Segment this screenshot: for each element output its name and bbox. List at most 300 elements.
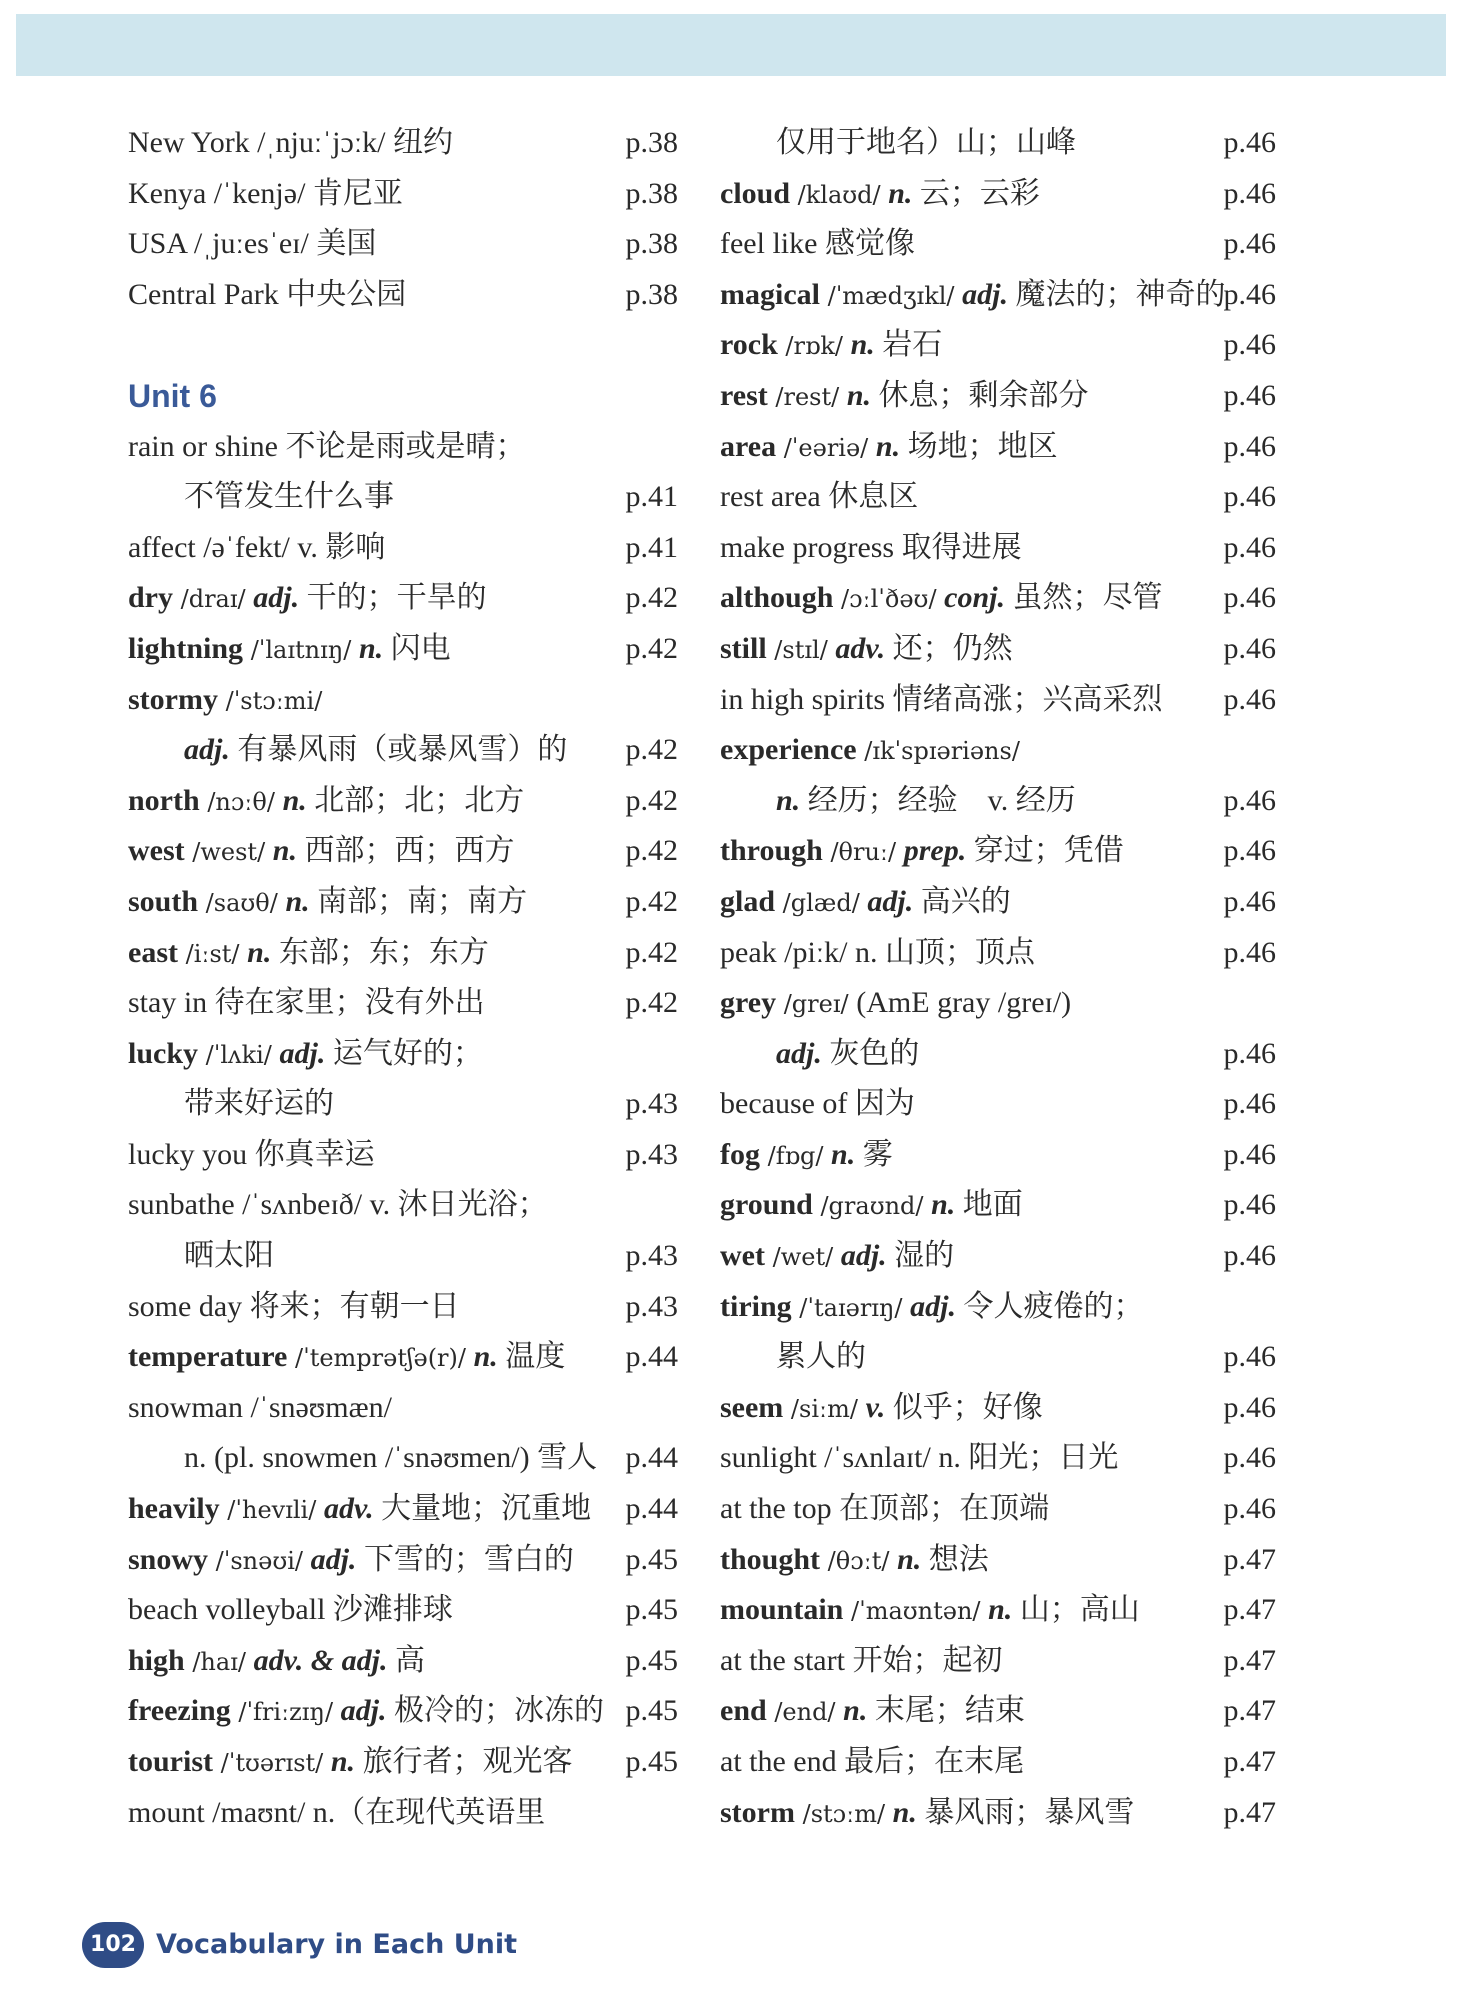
- definition: 虽然；尽管: [1005, 581, 1163, 615]
- definition: stay in 待在家里；没有外出: [128, 986, 485, 1020]
- entry-text: [128, 624, 451, 676]
- vocab-entry: [128, 118, 678, 169]
- page-reference: p.46: [1223, 682, 1276, 716]
- vocab-entry: [720, 118, 1276, 169]
- definition: rest area 休息区: [720, 480, 919, 514]
- part-of-speech: n.: [330, 1745, 356, 1778]
- vocab-entry: [128, 422, 678, 473]
- entry-text: [128, 877, 527, 929]
- vocab-entry: [720, 472, 1276, 523]
- entry-text: [720, 1180, 1023, 1232]
- page-reference: p.46: [1223, 581, 1276, 615]
- page-reference: p.46: [1223, 126, 1276, 159]
- vocab-entry: [128, 776, 678, 827]
- phonetic: /nɔːθ/: [199, 787, 283, 816]
- phonetic: /siːm/: [783, 1394, 866, 1423]
- phonetic: /ˈtemprətʃə(r)/: [287, 1344, 474, 1373]
- headword: glad: [720, 884, 776, 918]
- page-reference: p.46: [1223, 1036, 1276, 1070]
- page-reference: p.43: [625, 1289, 678, 1323]
- vocab-entry: [720, 1282, 1276, 1333]
- definition: mount /maʊnt/ n.（在现代英语里: [128, 1795, 546, 1829]
- definition: 高: [387, 1643, 425, 1677]
- page-reference: p.43: [625, 1137, 678, 1171]
- entry-text: [128, 1383, 392, 1435]
- part-of-speech: n.: [850, 328, 875, 362]
- headword: rest: [720, 378, 768, 412]
- headword: seem: [720, 1390, 784, 1424]
- entry-text: [720, 219, 915, 271]
- phonetic: /iːst/: [177, 939, 248, 968]
- phonetic: /ˈlʌki/: [198, 1040, 280, 1069]
- definition: lucky you 你真幸运: [128, 1137, 375, 1171]
- headword: snowy: [128, 1542, 209, 1576]
- part-of-speech: n.: [875, 429, 901, 463]
- vocab-entry: [720, 1585, 1276, 1636]
- entry-text: [720, 523, 1022, 575]
- vocab-entry: [128, 826, 678, 877]
- page-reference: p.46: [1223, 1239, 1276, 1273]
- vocab-entry: [720, 928, 1276, 979]
- entry-text: [720, 826, 1124, 878]
- page-reference: p.41: [625, 480, 678, 514]
- part-of-speech: adj.: [310, 1542, 357, 1576]
- page-reference: p.42: [625, 986, 678, 1020]
- phonetic: /ˈstɔːmi/: [217, 686, 323, 715]
- definition: 运气好的；: [325, 1036, 483, 1070]
- vocab-entry: [720, 270, 1276, 321]
- headword: freezing: [128, 1694, 231, 1728]
- spacer: [128, 320, 678, 371]
- headword: experience: [720, 733, 857, 767]
- definition: 休息；剩余部分: [871, 378, 1089, 412]
- headword: west: [128, 834, 185, 868]
- definition: some day 将来；有朝一日: [128, 1289, 460, 1323]
- phonetic: /west/: [184, 838, 273, 867]
- entry-text: [128, 118, 453, 170]
- entry-text: [184, 1231, 274, 1283]
- part-of-speech: n.: [272, 834, 297, 868]
- vocab-entry: [720, 1383, 1276, 1434]
- definition: 高兴的: [913, 884, 1011, 918]
- part-of-speech: prep.: [903, 834, 967, 868]
- vocab-entry: [720, 1029, 1276, 1080]
- entry-text: [720, 270, 1225, 322]
- part-of-speech: n.: [892, 1795, 917, 1829]
- entry-text: [720, 1383, 1043, 1435]
- phonetic: /ˈmædʒɪkl/: [819, 281, 963, 310]
- definition: peak /piːk/ n. 山顶；顶点: [720, 935, 1035, 969]
- vocab-entry: [128, 523, 678, 574]
- definition: 极冷的；冰冻的: [386, 1694, 604, 1728]
- definition: affect /əˈfekt/ v. 影响: [128, 530, 386, 564]
- vocab-entry: [720, 1332, 1276, 1383]
- page-reference: p.42: [625, 935, 678, 969]
- phonetic: /wet/: [764, 1243, 841, 1272]
- definition: 雾: [855, 1137, 893, 1171]
- entry-text: [720, 1079, 915, 1131]
- definition: 不管发生什么事: [184, 480, 394, 514]
- headword: magical: [720, 277, 820, 311]
- page-reference: p.42: [625, 884, 678, 918]
- page-reference: p.46: [1223, 328, 1276, 362]
- headword: mountain: [720, 1593, 844, 1627]
- entry-text: [128, 1029, 483, 1081]
- definition: 大量地；沉重地: [373, 1492, 592, 1526]
- entry-text: [720, 978, 1071, 1030]
- vocab-entry: [128, 1029, 678, 1080]
- page-reference: p.47: [1223, 1643, 1276, 1677]
- entry-text: [184, 1433, 597, 1485]
- definition: 累人的: [776, 1340, 866, 1374]
- page-reference: p.45: [625, 1593, 678, 1627]
- page-reference: p.38: [625, 176, 678, 210]
- page-reference: p.46: [1223, 429, 1276, 463]
- entry-text: [776, 1332, 866, 1384]
- page-number-badge: 102: [82, 1922, 144, 1968]
- page-reference: p.46: [1223, 227, 1276, 261]
- entry-text: [128, 422, 525, 474]
- page-reference: p.45: [625, 1643, 678, 1677]
- page-reference: p.46: [1223, 176, 1276, 210]
- phonetic: /glæd/: [775, 888, 868, 917]
- vocab-entry: [720, 624, 1276, 675]
- definition: snowman /ˈsnəʊmæn/: [128, 1390, 392, 1424]
- vocabulary-column-left: [128, 118, 678, 1838]
- definition: 地面: [955, 1188, 1023, 1222]
- vocab-entry: [128, 1585, 678, 1636]
- vocab-entry: [128, 1686, 678, 1737]
- vocab-entry: [128, 1737, 678, 1788]
- entry-text: [128, 1130, 375, 1182]
- vocab-entry: [720, 1636, 1276, 1687]
- phonetic: /ˈeəriə/: [776, 433, 876, 462]
- vocab-entry: [128, 624, 678, 675]
- definition: 南部；南；南方: [309, 884, 528, 918]
- page-reference: p.47: [1223, 1542, 1276, 1576]
- headword: temperature: [128, 1340, 288, 1374]
- vocab-entry: [128, 169, 678, 220]
- phonetic: /ˈsnəʊi/: [208, 1546, 311, 1575]
- entry-text: [720, 1282, 1143, 1334]
- page-reference: p.38: [625, 227, 678, 261]
- entry-text: [128, 1788, 545, 1840]
- vocab-entry: [720, 1180, 1276, 1231]
- page-reference: p.47: [1223, 1694, 1276, 1728]
- part-of-speech: adj.: [962, 277, 1008, 311]
- page-reference: p.46: [1223, 277, 1276, 311]
- page-reference: p.46: [1223, 1441, 1276, 1475]
- definition: 令人疲倦的；: [955, 1289, 1144, 1323]
- definition: 东部；东；东方: [271, 935, 489, 969]
- part-of-speech: n.: [285, 884, 310, 918]
- entry-text: [720, 675, 1163, 727]
- page-reference: p.44: [625, 1340, 678, 1374]
- definition: 岩石: [874, 328, 943, 362]
- vocab-entry: [720, 725, 1276, 776]
- headword: tiring: [720, 1289, 792, 1323]
- vocab-entry: [720, 1737, 1276, 1788]
- entry-text: [720, 422, 1058, 474]
- phonetic: /ˈtʊərɪst/: [213, 1749, 331, 1777]
- vocabulary-column-right: [720, 118, 1276, 1838]
- page-reference: p.43: [625, 1239, 678, 1273]
- phonetic: /ˈfriːzɪŋ/: [230, 1698, 341, 1727]
- header-band: [16, 14, 1446, 76]
- entry-text: [720, 877, 1011, 929]
- definition: 西部；西；西方: [296, 834, 515, 868]
- headword: high: [128, 1643, 185, 1677]
- definition: 北部；北；北方: [306, 783, 525, 817]
- vocab-entry: [128, 1332, 678, 1383]
- entry-text: [128, 1180, 548, 1232]
- part-of-speech: v.: [865, 1390, 886, 1424]
- phonetic: /draɪ/: [173, 585, 254, 614]
- page-reference: p.47: [1223, 1745, 1276, 1778]
- definition: sunlight /ˈsʌnlaɪt/ n. 阳光；日光: [720, 1441, 1119, 1475]
- entry-text: [720, 1788, 1134, 1840]
- headword: area: [720, 429, 777, 463]
- definition: beach volleyball 沙滩排球: [128, 1593, 453, 1627]
- page-reference: p.46: [1223, 530, 1276, 564]
- vocab-entry: [720, 1130, 1276, 1181]
- entry-text: [776, 776, 1076, 828]
- entry-text: [720, 928, 1035, 980]
- vocab-entry: [128, 472, 678, 523]
- entry-text: [128, 1737, 573, 1789]
- entry-text: [720, 1231, 954, 1283]
- vocab-entry: [128, 1484, 678, 1535]
- phonetic: /ɔːlˈðəʊ/: [833, 585, 945, 614]
- vocab-entry: [720, 1433, 1276, 1484]
- definition: 场地；地区: [900, 429, 1058, 463]
- page-reference: p.47: [1223, 1593, 1276, 1627]
- vocab-entry: [720, 1231, 1276, 1282]
- footer-title: Vocabulary in Each Unit: [156, 1929, 518, 1960]
- definition: 干的；干旱的: [299, 581, 487, 615]
- definition: feel like 感觉像: [720, 227, 915, 261]
- vocab-entry: [128, 1180, 678, 1231]
- part-of-speech: n.: [931, 1188, 956, 1222]
- definition: 温度: [497, 1340, 566, 1374]
- page-reference: p.47: [1223, 1795, 1276, 1829]
- headword: lucky: [128, 1036, 199, 1070]
- part-of-speech: adj.: [840, 1239, 887, 1273]
- page-reference: p.43: [625, 1087, 678, 1121]
- definition: 还；仍然: [885, 631, 1013, 665]
- definition: 灰色的: [821, 1036, 920, 1070]
- page-reference: p.45: [625, 1542, 678, 1576]
- vocab-entry: [720, 675, 1276, 726]
- definition: because of 因为: [720, 1087, 915, 1121]
- definition: 下雪的；雪白的: [356, 1542, 574, 1576]
- definition: 闪电: [383, 631, 451, 665]
- entry-text: [128, 523, 385, 575]
- phonetic: /ˈhevɪli/: [219, 1496, 324, 1525]
- part-of-speech: conj.: [944, 581, 1005, 615]
- vocab-entry: [720, 422, 1276, 473]
- part-of-speech: adv.: [835, 631, 886, 665]
- part-of-speech: adv. & adj.: [253, 1643, 388, 1677]
- entry-text: [720, 1585, 1140, 1637]
- vocab-entry: [128, 725, 678, 776]
- definition: 穿过；凭借: [966, 834, 1124, 868]
- definition: make progress 取得进展: [720, 530, 1022, 564]
- page-reference: p.46: [1223, 1340, 1276, 1374]
- definition: rain or shine 不论是雨或是晴；: [128, 429, 526, 463]
- page-reference: p.46: [1223, 884, 1276, 918]
- phonetic: /rɒk/: [777, 332, 851, 361]
- entry-text: [720, 169, 1040, 221]
- vocab-entry: [128, 1636, 678, 1687]
- page-reference: p.42: [625, 733, 678, 767]
- definition: at the end 最后；在末尾: [720, 1745, 1025, 1778]
- headword: heavily: [128, 1492, 220, 1526]
- entry-text: [184, 472, 394, 524]
- page-reference: p.46: [1223, 834, 1276, 868]
- definition: USA /ˌjuːesˈeɪ/ 美国: [128, 227, 377, 261]
- entry-text: [128, 1585, 453, 1637]
- definition: 旅行者；观光客: [355, 1745, 573, 1778]
- vocab-entry: [720, 523, 1276, 574]
- entry-text: [720, 1686, 1025, 1738]
- part-of-speech: n.: [831, 1137, 856, 1171]
- phonetic: /stɪl/: [766, 635, 836, 664]
- entry-text: [184, 1079, 334, 1131]
- entry-text: [720, 573, 1163, 625]
- vocab-entry: [128, 1231, 678, 1282]
- entry-text: [184, 725, 567, 777]
- page-reference: p.42: [625, 783, 678, 817]
- page-reference: p.44: [625, 1441, 678, 1475]
- part-of-speech: adj.: [867, 884, 914, 918]
- vocab-entry: [128, 675, 678, 726]
- vocab-entry: [128, 877, 678, 928]
- vocab-entry: [128, 1788, 678, 1839]
- part-of-speech: n.: [888, 176, 913, 210]
- vocab-entry: [128, 1079, 678, 1130]
- vocab-entry: [720, 776, 1276, 827]
- part-of-speech: n.: [897, 1542, 922, 1576]
- part-of-speech: n.: [988, 1593, 1013, 1627]
- phonetic: /rest/: [767, 382, 847, 411]
- page-reference: p.46: [1223, 631, 1276, 665]
- vocab-entry: [128, 1282, 678, 1333]
- page-reference: p.38: [625, 126, 678, 159]
- vocab-entry: [720, 219, 1276, 270]
- vocab-entry: [128, 1535, 678, 1586]
- entry-text: [720, 1433, 1118, 1485]
- definition: 魔法的；神奇的: [1007, 277, 1226, 311]
- definition: 有暴风雨（或暴风雪）的: [229, 733, 568, 767]
- entry-text: [720, 371, 1089, 423]
- vocab-entry: [720, 826, 1276, 877]
- headword: fog: [720, 1137, 760, 1171]
- entry-text: [720, 1130, 893, 1182]
- page-reference: p.45: [625, 1694, 678, 1728]
- headword: still: [720, 631, 767, 665]
- definition: 晒太阳: [184, 1239, 274, 1273]
- part-of-speech: n.: [473, 1340, 498, 1374]
- entry-text: [720, 1484, 1049, 1536]
- headword: through: [720, 834, 823, 868]
- definition: 仅用于地名）山；山峰: [776, 126, 1076, 159]
- entry-text: [128, 1332, 565, 1384]
- page-reference: p.46: [1223, 935, 1276, 969]
- phonetic: /klaʊd/: [790, 180, 889, 209]
- entry-text: [128, 573, 487, 625]
- definition: 湿的: [886, 1239, 955, 1273]
- definition: 带来好运的: [184, 1087, 334, 1121]
- page-reference: p.46: [1223, 1492, 1276, 1526]
- part-of-speech: adv.: [323, 1492, 374, 1526]
- definition: 似乎；好像: [885, 1390, 1043, 1424]
- entry-text: [776, 1029, 919, 1081]
- vocab-entry: [720, 1686, 1276, 1737]
- headword: end: [720, 1694, 767, 1728]
- headword: north: [128, 783, 200, 817]
- definition: 想法: [921, 1542, 989, 1576]
- part-of-speech: adj.: [340, 1694, 387, 1728]
- definition: n. (pl. snowmen /ˈsnəʊmen/) 雪人: [184, 1441, 598, 1475]
- entry-text: [128, 826, 514, 878]
- phonetic: /θruː/: [822, 838, 904, 867]
- definition: at the top 在顶部；在顶端: [720, 1492, 1050, 1526]
- part-of-speech: n.: [358, 631, 384, 665]
- page-reference: p.45: [625, 1745, 678, 1778]
- entry-text: [776, 118, 1076, 170]
- entry-text: [720, 1535, 989, 1587]
- definition: 云；云彩: [912, 176, 1040, 210]
- entry-text: [128, 776, 524, 828]
- entry-text: [720, 472, 918, 524]
- definition: Kenya /ˈkenjə/ 肯尼亚: [128, 176, 403, 210]
- page-reference: p.42: [625, 834, 678, 868]
- vocab-entry: [128, 219, 678, 270]
- definition: in high spirits 情绪高涨；兴高采烈: [720, 682, 1163, 716]
- page-reference: p.46: [1223, 480, 1276, 514]
- page-reference: p.42: [625, 581, 678, 615]
- page-reference: p.44: [625, 1492, 678, 1526]
- vocab-entry: [128, 1433, 678, 1484]
- page-reference: p.41: [625, 530, 678, 564]
- definition: (AmE gray /greɪ/): [856, 986, 1072, 1020]
- vocab-entry: [720, 320, 1276, 371]
- page-reference: p.46: [1223, 1087, 1276, 1121]
- entry-text: [128, 1686, 604, 1738]
- entry-text: [128, 169, 403, 221]
- entry-text: [128, 1636, 425, 1688]
- entry-text: [720, 725, 1020, 777]
- headword: cloud: [720, 176, 791, 210]
- vocab-entry: [720, 169, 1276, 220]
- headword: tourist: [128, 1745, 213, 1778]
- definition: at the start 开始；起初: [720, 1643, 1003, 1677]
- phonetic: /greɪ/: [776, 990, 857, 1019]
- headword: storm: [720, 1795, 795, 1829]
- phonetic: /end/: [766, 1698, 844, 1727]
- entry-text: [128, 1484, 591, 1536]
- part-of-speech: n.: [247, 935, 272, 969]
- phonetic: /ˈtaɪərɪŋ/: [791, 1293, 911, 1322]
- vocab-entry: [720, 877, 1276, 928]
- phonetic: /ɪkˈspɪəriəns/: [856, 737, 1020, 766]
- vocab-entry: [128, 1383, 678, 1434]
- headword: lightning: [128, 631, 244, 665]
- headword: wet: [720, 1239, 765, 1273]
- definition: sunbathe /ˈsʌnbeɪð/ v. 沐日光浴；: [128, 1188, 548, 1222]
- phonetic: /saʊθ/: [198, 888, 286, 917]
